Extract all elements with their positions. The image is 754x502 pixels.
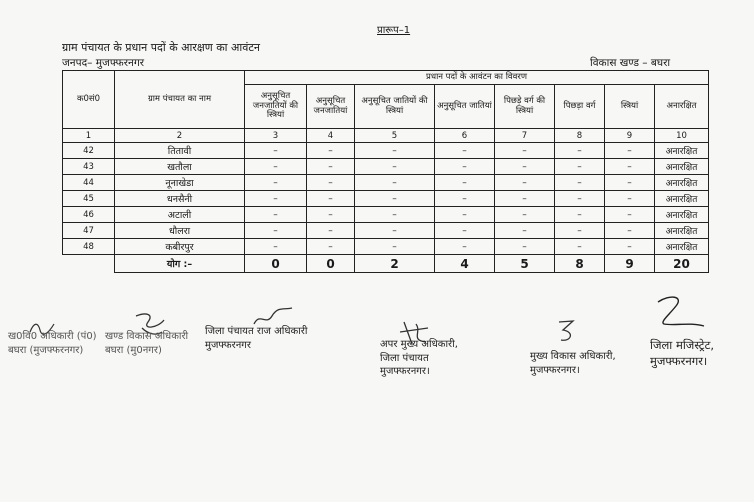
column-number: 3	[245, 129, 307, 143]
row-cell: अनारक्षित	[655, 239, 709, 255]
signature-title: मुख्य विकास अधिकारी,	[530, 351, 616, 362]
table-body	[63, 143, 709, 255]
signature-title: जिला पंचायत राज अधिकारी	[205, 326, 308, 337]
row-cell: –	[355, 207, 435, 223]
district-label: जनपद– मुजफ्फरनगर	[62, 57, 145, 69]
row-cell: –	[245, 175, 307, 191]
row-cell: अनारक्षित	[655, 143, 709, 159]
header-category: पिछड़ा वर्ग	[555, 85, 605, 129]
total-value: 20	[655, 255, 709, 273]
handwritten-signature	[555, 318, 579, 344]
row-panchayat-name: नूनाखेडा	[115, 175, 245, 191]
signature-block-dpro	[205, 325, 307, 352]
row-cell: –	[605, 175, 655, 191]
table-row	[63, 143, 709, 159]
row-cell: –	[435, 191, 495, 207]
row-cell: –	[435, 175, 495, 191]
row-cell: –	[435, 239, 495, 255]
row-cell: अनारक्षित	[655, 159, 709, 175]
row-cell: –	[605, 143, 655, 159]
row-serial: 45	[63, 191, 115, 207]
header-category: अनुसूचित जातियां	[435, 85, 495, 129]
row-panchayat-name: तितावी	[115, 143, 245, 159]
signature-location: बघरा (मु0नगर)	[105, 344, 162, 356]
row-serial: 43	[63, 159, 115, 175]
table-row	[63, 239, 709, 255]
row-cell: –	[555, 175, 605, 191]
signature-title: ख0वि0 अधिकारी (पं0)	[8, 331, 97, 342]
header-category: अनारक्षित	[655, 85, 709, 129]
row-cell: –	[605, 239, 655, 255]
row-cell: –	[605, 159, 655, 175]
row-cell: –	[555, 223, 605, 239]
total-value: 0	[245, 255, 307, 273]
row-panchayat-name: धनसैनी	[115, 191, 245, 207]
row-cell: –	[245, 143, 307, 159]
signature-title: खण्ड विकास अधिकारी	[105, 331, 189, 342]
signature-location: मुजफ्फरनगर	[205, 339, 251, 351]
header-panchayat-name: ग्राम पंचायत का नाम	[115, 71, 245, 129]
row-cell: –	[555, 143, 605, 159]
total-value: 8	[555, 255, 605, 273]
column-number: 4	[307, 129, 355, 143]
row-cell: –	[245, 239, 307, 255]
row-cell: –	[307, 223, 355, 239]
row-cell: –	[435, 207, 495, 223]
table-row	[63, 207, 709, 223]
row-cell: –	[495, 239, 555, 255]
header-category: अनुसूचित जनजातियां	[307, 85, 355, 129]
total-value: 9	[605, 255, 655, 273]
column-number: 5	[355, 129, 435, 143]
row-cell: –	[435, 223, 495, 239]
row-cell: –	[435, 143, 495, 159]
column-number-row	[63, 129, 709, 143]
signature-location: मुजफ्फरनगर।	[650, 353, 708, 368]
row-cell: –	[555, 239, 605, 255]
row-cell: –	[605, 191, 655, 207]
reservation-table	[62, 70, 709, 273]
row-panchayat-name: अटाली	[115, 207, 245, 223]
row-cell: –	[495, 191, 555, 207]
header-allocation-group: प्रधान पदों के आवंटन का विवरण	[245, 71, 709, 85]
row-cell: –	[555, 159, 605, 175]
signature-location: मुजफ्फरनगर।	[530, 364, 580, 376]
block-label: विकास खण्ड – बघरा	[590, 57, 671, 69]
row-cell: –	[435, 159, 495, 175]
row-panchayat-name: कबीरपुर	[115, 239, 245, 255]
table-row	[63, 191, 709, 207]
row-panchayat-name: धौलरा	[115, 223, 245, 239]
total-row	[63, 255, 709, 273]
row-cell: –	[495, 207, 555, 223]
row-cell: –	[307, 175, 355, 191]
signature-title: अपर मुख्य अधिकारी,	[380, 339, 458, 350]
signature-block-dm	[650, 338, 714, 369]
row-cell: –	[307, 159, 355, 175]
signature-location: जिला पंचायत	[380, 352, 429, 364]
header-category: स्त्रियां	[605, 85, 655, 129]
row-cell: अनारक्षित	[655, 191, 709, 207]
header-category: अनुसूचित जनजातियों की स्त्रियां	[245, 85, 307, 129]
handwritten-signature	[650, 292, 710, 332]
total-value: 0	[307, 255, 355, 273]
column-number: 6	[435, 129, 495, 143]
row-cell: –	[307, 239, 355, 255]
row-cell: –	[245, 223, 307, 239]
table-row	[63, 223, 709, 239]
row-serial: 47	[63, 223, 115, 239]
row-cell: –	[495, 223, 555, 239]
row-cell: –	[355, 191, 435, 207]
signature-block-adoo	[8, 330, 97, 357]
signature-block-cdo	[530, 350, 616, 377]
signature-location: बघरा (मुजफ्फरनगर)	[8, 344, 84, 356]
row-cell: –	[245, 207, 307, 223]
total-value: 4	[435, 255, 495, 273]
column-number: 9	[605, 129, 655, 143]
row-cell: –	[355, 239, 435, 255]
form-label: प्रारूप–1	[377, 25, 411, 36]
column-number: 7	[495, 129, 555, 143]
row-cell: –	[307, 207, 355, 223]
row-cell: –	[605, 223, 655, 239]
signature-block-amo	[380, 338, 458, 379]
row-cell: अनारक्षित	[655, 175, 709, 191]
row-serial: 44	[63, 175, 115, 191]
row-cell: –	[245, 191, 307, 207]
total-label: योग :–	[115, 255, 245, 273]
column-number: 10	[655, 129, 709, 143]
row-cell: –	[355, 223, 435, 239]
signature-location: मुजफ्फरनगर।	[380, 366, 430, 377]
row-cell: –	[307, 191, 355, 207]
column-number: 2	[115, 129, 245, 143]
row-cell: अनारक्षित	[655, 207, 709, 223]
column-number: 1	[63, 129, 115, 143]
row-serial: 48	[63, 239, 115, 255]
total-value: 5	[495, 255, 555, 273]
signature-block-bdo	[105, 330, 188, 357]
row-cell: –	[555, 207, 605, 223]
header-category: अनुसूचित जातियों की स्त्रियां	[355, 85, 435, 129]
row-serial: 46	[63, 207, 115, 223]
row-serial: 42	[63, 143, 115, 159]
row-cell: –	[355, 143, 435, 159]
row-cell: –	[245, 159, 307, 175]
row-cell: –	[495, 143, 555, 159]
signature-title: जिला मजिस्ट्रेट,	[650, 338, 715, 352]
row-cell: –	[495, 159, 555, 175]
header-serial: क0सं0	[63, 71, 115, 129]
table-row	[63, 159, 709, 175]
column-number: 8	[555, 129, 605, 143]
document-title: ग्राम पंचायत के प्रधान पदों के आरक्षण का आवंटन	[62, 41, 261, 54]
header-category: पिछड़े वर्ग की स्त्रियां	[495, 85, 555, 129]
row-cell: अनारक्षित	[655, 223, 709, 239]
row-cell: –	[355, 159, 435, 175]
row-cell: –	[555, 191, 605, 207]
row-cell: –	[495, 175, 555, 191]
total-value: 2	[355, 255, 435, 273]
row-cell: –	[355, 175, 435, 191]
row-panchayat-name: खतौला	[115, 159, 245, 175]
row-cell: –	[605, 207, 655, 223]
row-cell: –	[307, 143, 355, 159]
table-row	[63, 175, 709, 191]
